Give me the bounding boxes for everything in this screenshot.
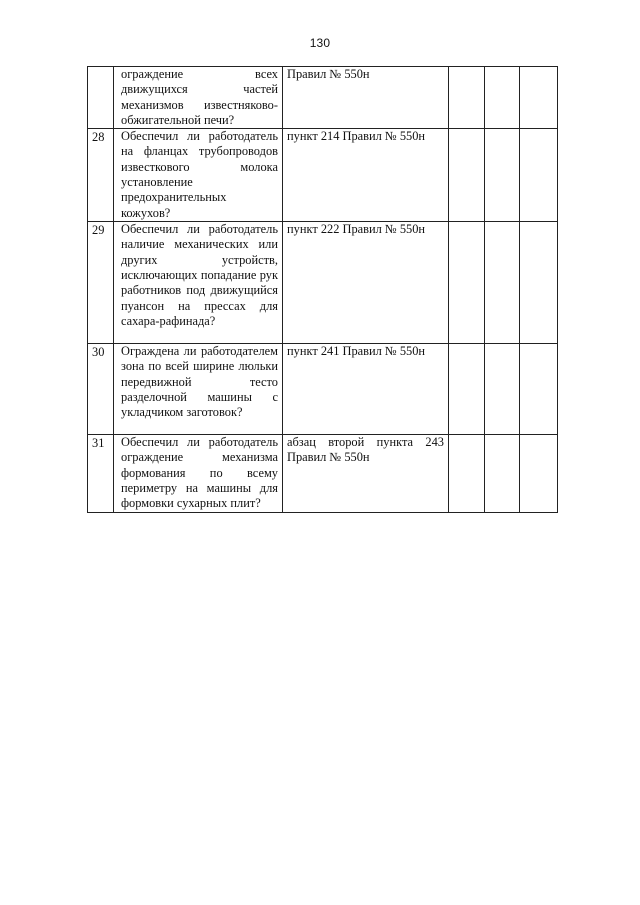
question-text: Обеспечил ли работодатель ограждение механизма формования по всему периметру на машины для формовки сухарных плит? <box>121 435 278 511</box>
answer-cell-no[interactable] <box>485 344 520 435</box>
table-row <box>88 129 558 222</box>
answer-cell-yes[interactable] <box>449 344 485 435</box>
reference-cell <box>283 435 449 512</box>
checklist-table <box>87 66 558 513</box>
row-number: 28 <box>92 130 105 145</box>
table-row <box>88 222 558 344</box>
answer-cell-no[interactable] <box>485 67 520 129</box>
question-cell <box>114 129 283 222</box>
table-row <box>88 67 558 129</box>
row-number: 29 <box>92 223 105 238</box>
answer-cell-yes[interactable] <box>449 435 485 512</box>
table-row <box>88 435 558 512</box>
answer-cell-no[interactable] <box>485 129 520 222</box>
reference-text: абзац второй пункта 243 Правил № 550н <box>287 435 444 465</box>
question-text: Обеспечил ли работодатель наличие механических или других устройств, исключающих попадание рук работников под движущийся пуансон на прессах для сахара-рафинада? <box>121 222 278 328</box>
question-cell <box>114 344 283 435</box>
answer-cell-not-applicable[interactable] <box>520 435 558 512</box>
answer-cell-not-applicable[interactable] <box>520 67 558 129</box>
reference-cell <box>283 67 449 129</box>
answer-cell-not-applicable[interactable] <box>520 344 558 435</box>
reference-cell <box>283 344 449 435</box>
answer-cell-no[interactable] <box>485 435 520 512</box>
row-number: 30 <box>92 345 105 360</box>
reference-text: пункт 214 Правил № 550н <box>287 129 426 144</box>
page-number: 130 <box>309 36 331 50</box>
question-text: ограждение всех движущихся частей механизмов известняково-обжигательной печи? <box>121 67 278 127</box>
reference-text: Правил № 550н <box>287 67 370 81</box>
reference-cell <box>283 222 449 344</box>
question-cell <box>114 67 283 129</box>
table-row <box>88 344 558 435</box>
answer-cell-yes[interactable] <box>449 129 485 222</box>
answer-cell-yes[interactable] <box>449 67 485 129</box>
answer-cell-yes[interactable] <box>449 222 485 344</box>
question-text: Ограждена ли работодателем зона по всей ширине люльки передвижной тесто разделочной машины с укладчиком заготовок? <box>121 344 278 420</box>
answer-cell-no[interactable] <box>485 222 520 344</box>
question-cell <box>114 222 283 344</box>
answer-cell-not-applicable[interactable] <box>520 129 558 222</box>
row-number-cell <box>88 344 114 435</box>
row-number-cell <box>88 129 114 222</box>
row-number-cell <box>88 222 114 344</box>
row-number: 31 <box>92 436 105 451</box>
reference-text: пункт 222 Правил № 550н <box>287 222 426 237</box>
reference-cell <box>283 129 449 222</box>
answer-cell-not-applicable[interactable] <box>520 222 558 344</box>
question-cell <box>114 435 283 512</box>
question-text: Обеспечил ли работодатель на фланцах трубопроводов известкового молока установление предохранительных кожухов? <box>121 129 278 220</box>
row-number-cell <box>88 67 114 129</box>
row-number-cell <box>88 435 114 512</box>
reference-text: пункт 241 Правил № 550н <box>287 344 426 359</box>
